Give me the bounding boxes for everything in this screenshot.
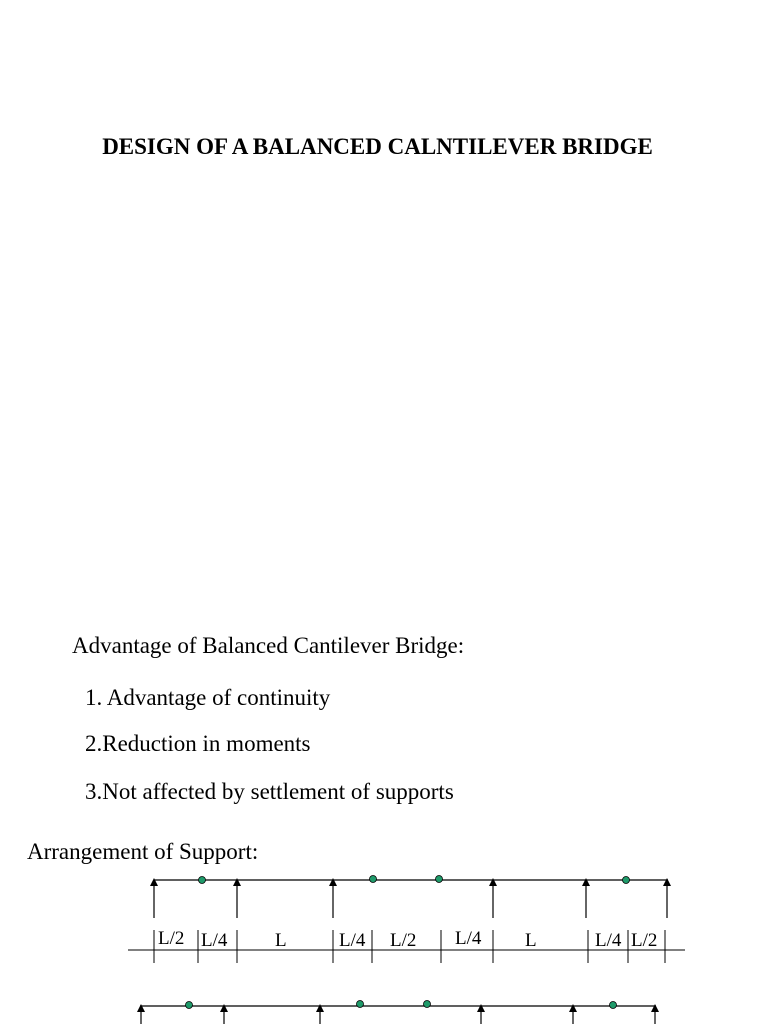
- support-arrow-head: [651, 1004, 659, 1012]
- page-title: DESIGN OF A BALANCED CALNTILEVER BRIDGE: [102, 134, 653, 159]
- advantage-item: 2.Reduction in moments: [85, 731, 311, 756]
- span-label: L: [525, 930, 537, 951]
- support-arrow-head: [316, 1004, 324, 1012]
- support-arrow-head: [233, 878, 241, 886]
- support-arrow-head: [477, 1004, 485, 1012]
- span-label: L: [275, 930, 287, 951]
- hinge-dot: [623, 877, 630, 884]
- hinges-lower: [186, 1001, 617, 1009]
- span-label: L/4: [455, 928, 482, 949]
- hinge-dot: [424, 1001, 431, 1008]
- support-arrow-head: [137, 1004, 145, 1012]
- hinge-dot: [370, 876, 377, 883]
- span-label: L/2: [158, 928, 185, 949]
- support-arrow-head: [663, 878, 671, 886]
- span-label: L/4: [201, 930, 228, 951]
- hinge-dot: [357, 1001, 364, 1008]
- advantages-heading: Advantage of Balanced Cantilever Bridge:: [72, 633, 465, 658]
- support-arrangement-diagram: [0, 860, 768, 1024]
- supports-upper: [150, 878, 671, 918]
- span-label: L/2: [631, 930, 658, 951]
- hinge-dot: [186, 1002, 193, 1009]
- support-arrow-head: [569, 1004, 577, 1012]
- support-arrow-head: [150, 878, 158, 886]
- span-label: L/4: [595, 930, 622, 951]
- hinge-dot: [199, 877, 206, 884]
- supports-lower: [137, 1004, 659, 1024]
- support-arrow-head: [220, 1004, 228, 1012]
- span-label: L/4: [339, 930, 366, 951]
- hinge-dot: [610, 1002, 617, 1009]
- span-labels: [158, 928, 657, 951]
- hinge-dot: [436, 876, 443, 883]
- advantage-item: 3.Not affected by settlement of supports: [85, 779, 454, 804]
- support-arrow-head: [329, 878, 337, 886]
- support-arrow-head: [489, 878, 497, 886]
- support-arrow-head: [582, 878, 590, 886]
- advantage-item: 1. Advantage of continuity: [85, 685, 331, 710]
- arrangement-heading: Arrangement of Support:: [27, 839, 259, 864]
- span-label: L/2: [390, 930, 417, 951]
